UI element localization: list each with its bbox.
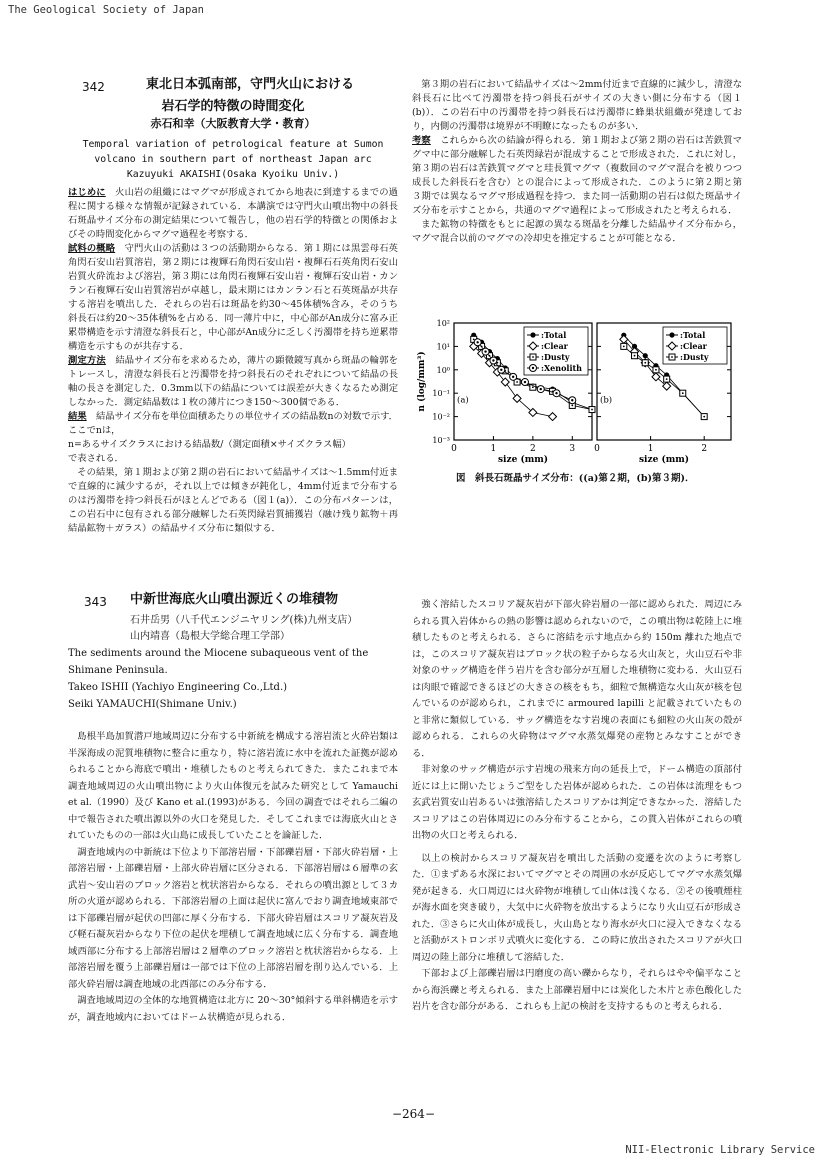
legend-entry: :Dusty: [680, 352, 709, 362]
x-tick-label: 2: [529, 444, 536, 454]
legend-entry: :Clear: [541, 341, 568, 351]
paragraph: で表される．: [68, 453, 124, 464]
data-point-dot: [484, 350, 486, 352]
section-heading: 測定方法: [68, 355, 106, 366]
data-point-dot: [516, 381, 518, 383]
data-point-dot: [666, 378, 668, 380]
data-point-dot: [623, 346, 625, 348]
section-heading: はじめに: [68, 187, 106, 198]
y-tick-label: 10¹: [436, 342, 450, 352]
data-point-dot: [540, 388, 542, 390]
x-tick-label: 0: [594, 444, 600, 454]
paragraph: 強く溶結したスコリア凝灰岩が下部火砕岩層の一部に認められた．周辺にみられる貫入岩体からの熱の影響は認められないので，この噴出物は乾陸上に堆積したものと考えられる．さらに溶結を示す地点から約 150m 離れた地点では，このスコリア凝灰岩はブロック状の粒子からなる火山灰と，火山豆石や非対象のサッグ構造を伴う岩片を含む部分が互層した堆積物に変わる．火山豆石は肉眼で確認できるほどの大きさの核をもち，細粒で無構造な火山灰が核を包んでいるのが認められ，これまでに armoured lapilli と記載されていたものと非常に類似している．サッグ構造をなす岩塊の表面にも細粒の火山灰の殻が認められる．これらの火砕物はマグマ水蒸気爆発の産物とみなすことができる．: [412, 599, 742, 759]
legend-entry: :Total: [541, 330, 567, 340]
english-title-line2: volcano in southern part of northeast Japan arc: [94, 154, 372, 165]
paragraph: 結晶サイズ分布を単位面積あたりの単位サイズの結晶数nの対数で示す．ここでnは，: [68, 411, 398, 436]
english-author: Takeo ISHII (Yachiyo Engineering Co.,Ltd.): [68, 682, 288, 693]
x-tick-label: 2: [701, 444, 708, 454]
paragraph: 島根半島加賀潜戸地域周辺に分布する中新統を構成する溶岩流と火砕岩類は半深海成の泥質堆積物に整合に重なり，特に溶岩流に水中を流れた証拠が認められることから海底で噴出・堆積したものと考えられてきた．またこれまで本調査地域周辺の火山噴出物により火山体復元を試みた研究として Yamauchi et al.（1990）及び Kano et al.(1993)がある．今回の調査ではそれら二編の中で報告された噴出源以外の火口を発見した．そしてこれまでは海底火山とされていたものの一部は火山島に成長していたことを論証した．: [68, 731, 398, 841]
paragraph: 調査地域内の中新統は下位より下部溶岩層・下部礫岩層・下部火砕岩層・上部溶岩層・上部礫岩層・上部火砕岩層に区分される．下部溶岩層は６層準の玄武岩～安山岩のブロック溶岩と枕状溶岩からなる．それらの噴出源として３カ所の火道が認められる．下部溶岩層の上面は起伏に富んでおり調査地域東部では下部礫岩層が起伏の凹部に厚く分布する．下部火砕岩層はスコリア凝灰岩及び軽石凝灰岩からなり下位の起伏を埋積して調査地域に広く分布する．調査地域西部に分布する上部溶岩層は２層準のブロック溶岩と枕状溶岩からなる．上部溶岩層を覆う上部礫岩層は一部では下位の上部溶岩層を削り込んでいる．上部火砕岩層は調査地域の北西部にのみ分布する．: [68, 846, 398, 990]
x-tick-label: 3: [569, 444, 576, 454]
data-point-dot: [492, 359, 494, 361]
page-number: −264−: [391, 1107, 435, 1121]
data-point: [549, 413, 557, 421]
paragraph: 非対象のサッグ構造が示す岩塊の飛来方向の延長上で，ドーム構造の頂部付近には上に開いたじょうご型をした岩体が認められた．この岩体は流理をもつ玄武岩質安山岩あるいは強溶結したスコリアかは判定できなかった．溶結したスコリアはこの岩体周辺にのみ分布することから，この貫入岩体がこれらの噴出物の火口と考えられる．: [412, 764, 742, 841]
legend-entry: :Total: [680, 330, 706, 340]
data-point-dot: [532, 386, 534, 388]
x-tick-label: 1: [647, 444, 654, 454]
abstract-number: 343: [84, 595, 107, 609]
abstract-title: 東北日本弧南部，守門火山における: [146, 77, 355, 92]
legend-marker-dot: [532, 367, 534, 369]
y-tick-label: 10⁻²: [432, 412, 450, 422]
panel-label: (a): [457, 395, 469, 406]
legend-marker: [530, 332, 535, 337]
abstract-343-right: [412, 597, 742, 1016]
abstract-title: 中新世海底火山噴出源近くの堆積物: [130, 592, 339, 607]
abstract-number: 342: [82, 80, 105, 94]
data-point-dot: [591, 409, 593, 411]
data-point: [501, 378, 509, 386]
data-point-dot: [634, 355, 636, 357]
figure-crystal-size-distribution: [412, 315, 742, 485]
x-axis-label: size (mm): [497, 455, 549, 465]
english-title-line2: Shimane Peninsula.: [68, 665, 168, 676]
data-point-dot: [500, 369, 502, 371]
english-title: The sediments around the Miocene subaqueous vent of the: [68, 648, 369, 659]
data-point-dot: [473, 338, 475, 340]
panel-label: (b): [600, 395, 613, 406]
paragraph: 火山岩の組織にはマグマが形成されてから地表に到達するまでの過程に関する様々な情報が記録されている．本講演では守門火山噴出物中の斜長石斑晶サイズ分布の測定結果について報告し，他の岩石学的特徴との関係およびその時間変化からマグマ過程を考察する．: [68, 187, 398, 240]
section-heading: 試料の概略: [68, 243, 116, 254]
english-author: Kazuyuki AKAISHI(Osaka Kyoiku Univ.): [126, 169, 340, 180]
abstract-author: 赤石和幸（大阪教育大学・教育）: [150, 117, 316, 130]
paragraph: 守門火山の活動は３つの活動期からなる．第１期には黒雲母石英角閃石安山岩質溶岩，第２期には複輝石角閃石安山岩・複輝石石英角閃石安山岩質火砕流および溶岩，第３期には角閃石複輝石安山岩・複輝石安山岩・カンラン石複輝石安山岩質溶岩が卓越し，最末期にはカンラン石と石英斑晶が共存する溶岩を噴出した．それらの岩石は斑晶を約30～45体積%含み，そのうち斜長石は約20～35体積%を占める．同一薄片中に，中心部がAn成分に富み正累帯構造を示す清澄な斜長石と，中心部がAn成分に乏しく汚濁帯を持ち逆累帯構造を示すものが共存する．: [68, 243, 398, 352]
y-axis-label: n (log/mm³): [417, 351, 427, 412]
abstract-342-right: [412, 78, 742, 246]
legend-marker-dot: [671, 356, 673, 358]
legend-entry: :Dusty: [541, 352, 570, 362]
footer-credit: NII-Electronic Library Service: [625, 1144, 815, 1156]
data-point-dot: [512, 376, 514, 378]
data-point-dot: [703, 416, 705, 418]
data-point-dot: [476, 341, 478, 343]
section-heading: 結果: [68, 411, 87, 422]
paragraph: その結果，第１期および第２期の岩石において結晶サイズは～1.5mm付近まで直線的に減少するが，それ以上では傾きが鈍化し，4mm付近まで分布するのは汚濁帯を持つ斜長石がほとんどである（図１(a)）．この分布パターンは，この岩石中に包有される部分融解した石英閃緑岩質捕獲岩（融け残り鉱物＋再結晶鉱物＋ガラス）の結晶サイズ分布に類似する．: [68, 467, 398, 534]
legend-entry: :Xenolith: [541, 363, 582, 373]
x-tick-label: 1: [490, 444, 497, 454]
abstract-author: 山内靖喜（島根大学総合理工学部）: [130, 631, 290, 642]
english-author: Seiki YAMAUCHI(Shimane Univ.): [68, 699, 237, 710]
x-tick-label: 0: [451, 444, 457, 454]
data-point-dot: [655, 369, 657, 371]
data-point-dot: [555, 392, 557, 394]
legend-marker: [669, 332, 674, 337]
figure-caption: 図 斜長石斑晶サイズ分布：((a)第２期，(b)第３期)．: [456, 473, 695, 484]
abstract-342-left: [68, 77, 398, 534]
paragraph: 下部および上部礫岩層は円磨度の高い礫からなり，それらはやや偏平なことから海浜礫と考えられる．また上部礫岩層中には炭化した木片と赤色酸化した岩片を含む部分がある．これらも上記の検討を支持するものと考えられる．: [412, 968, 742, 1012]
data-point: [643, 353, 648, 358]
paragraph: これらから次の結論が得られる．第１期および第２期の岩石は苦鉄質マグマ中に部分融解した石英閃緑岩が混成することで形成された．これに対し，第３期の岩石は苦鉄質マグマと珪長質マグマ（複数回のマグマ混合を被りつつ成長した斜長石を含む）との混合によって形成された．このように第２期と第３期では異なるマグマ形成過程を持つ．また同一活動期の岩石は似た斑晶サイズ分布を示すことから，共通のマグマ過程によって形成されたと考えられる．: [412, 135, 742, 216]
data-point-dot: [571, 405, 573, 407]
y-tick-label: 10²: [436, 319, 450, 328]
y-tick-label: 10⁰: [436, 365, 450, 375]
data-point-dot: [571, 399, 573, 401]
y-tick-label: 10⁻³: [432, 436, 450, 445]
section-heading: 考察: [412, 135, 431, 146]
abstract-343-left: [68, 592, 398, 1023]
y-tick-label: 10⁻¹: [432, 389, 450, 399]
data-point-dot: [682, 392, 684, 394]
paragraph: 結晶サイズ分布を求めるため，薄片の顕微鏡写真から斑晶の輪郭をトレースし，清澄な斜長石と汚濁帯を持つ斜長石のそれぞれについて結晶の長軸の長さを測定した．0.3mm以下の結晶については誤差が大きくなるため測定しなかった．測定結晶数は１枚の薄片につき150～300個である．: [68, 355, 398, 408]
paragraph: 以上の検討からスコリア凝灰岩を噴出した活動の変遷を次のように考察した．①まずある水深においてマグマとその周囲の水が反応してマグマ水蒸気爆発が起きる．火口周辺には火砕物が堆積して山体は浅くなる．②その後噴煙柱が海水面を突き破り，大気中に火砕物を放出するようになり火山豆石が形成された．③さらに火山体が成長し，火山島となり海水が火口に浸入できなくなると活動がストロンボリ式噴火に変化する．この時に放出されたスコリアが火口周辺の陸上部分に堆積して溶結した．: [412, 852, 742, 963]
abstract-title-line2: 岩石学的特徴の時間変化: [161, 99, 305, 114]
paragraph: また鉱物の特徴をもとに起源の異なる斑晶を分離した結晶サイズ分布から，マグマ混合以前のマグマの冷却史を推定することが可能となる．: [412, 219, 742, 244]
formula: n=あるサイズクラスにおける結晶数/（測定面積×サイズクラス幅）: [68, 439, 351, 450]
journal-header: The Geological Society of Japan: [8, 4, 204, 16]
data-point-dot: [524, 381, 526, 383]
english-title: Temporal variation of petrological feature at Sumon: [82, 139, 384, 150]
paragraph: 調査地域周辺の全体的な地質構造は北方に 20～30°傾斜する単斜構造を示すが，調査地域内においてはドーム状構造が見られる．: [68, 995, 398, 1023]
data-point-dot: [644, 362, 646, 364]
legend-marker-dot: [532, 356, 534, 358]
paragraph: 第３期の岩石において結晶サイズは～2mm付近まで直線的に減少し，清澄な斜長石に比べて汚濁帯を持つ斜長石がサイズの大きい側に分布する（図１(b)）．この岩石中の汚濁帯を持つ斜長石は汚濁帯に蜂巣状組織が発達しており，内側の汚濁帯は境界が不明瞭になったものが多い．: [412, 79, 742, 132]
abstract-author: 石井岳男（八千代エンジニヤリング(株)九州支店）: [130, 615, 358, 626]
legend-entry: :Clear: [680, 341, 707, 351]
x-axis-label: size (mm): [638, 455, 690, 465]
